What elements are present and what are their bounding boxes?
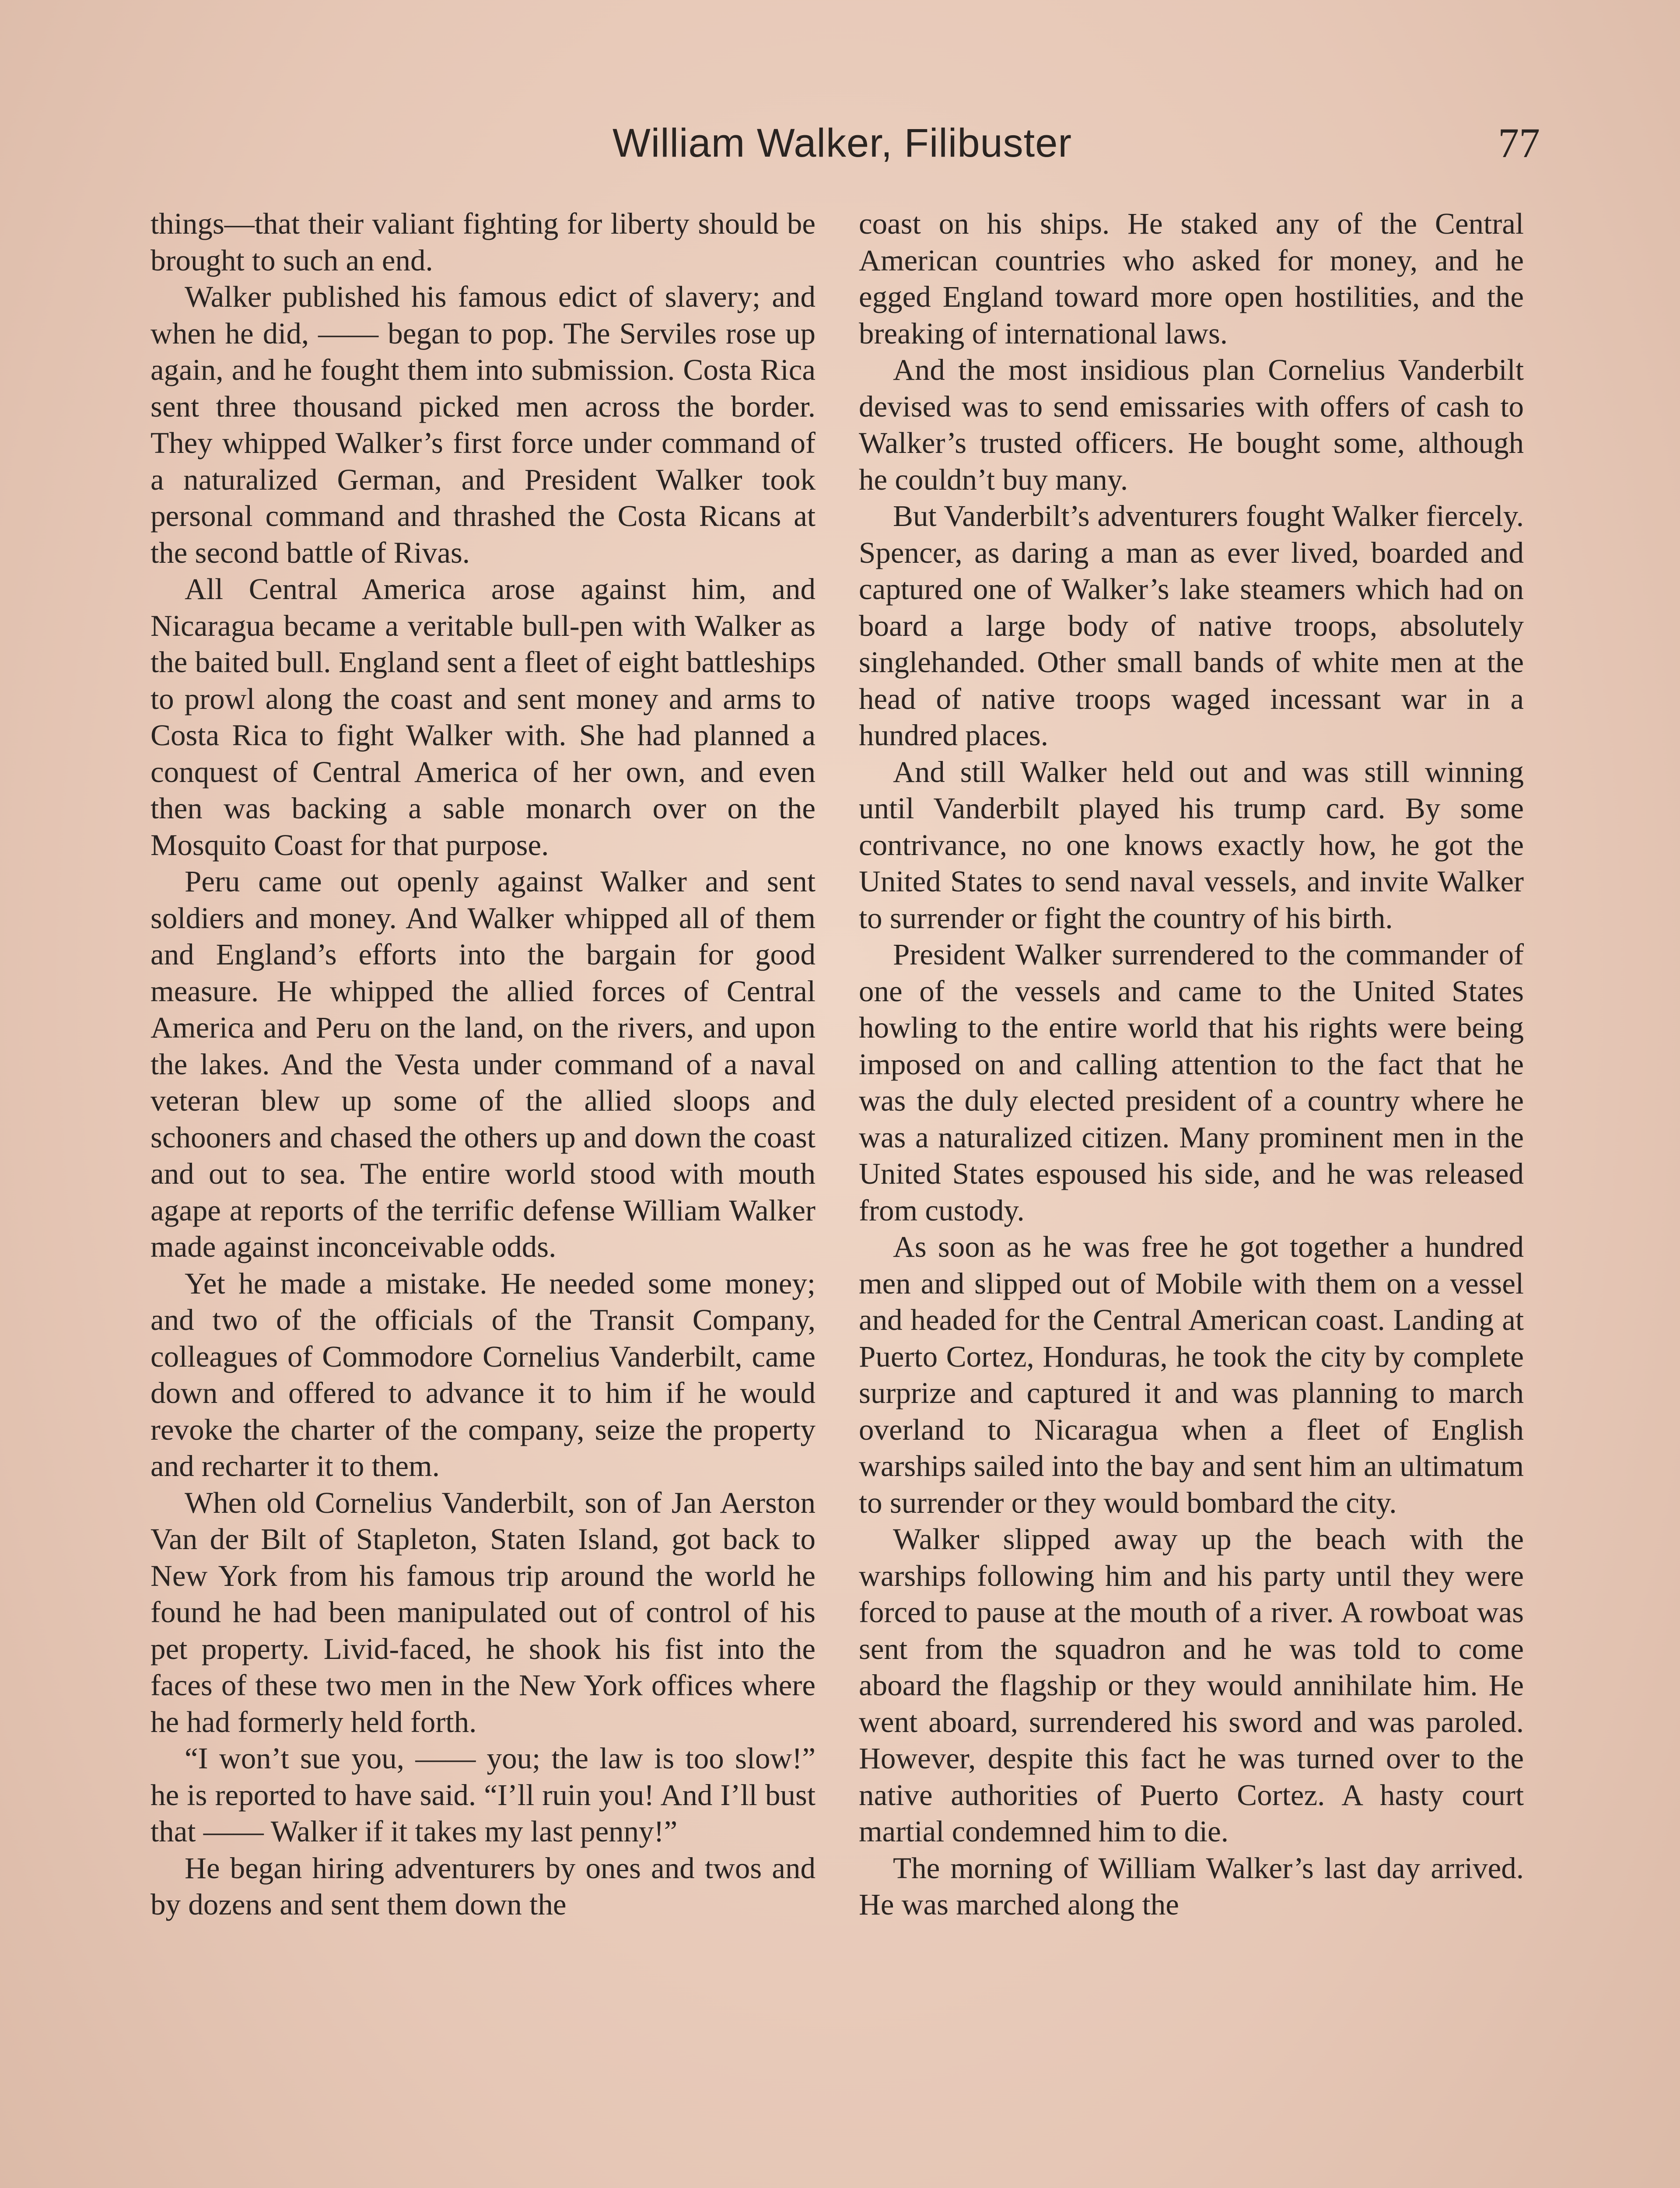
paragraph: When old Cornelius Vanderbilt, son of Jan Aerston Van der Bilt of Stapleton, Staten Island, got back to New York from his famous trip around the world he found he had been manipulated out of control of his pet property. Livid-faced, he shook his fist into the faces of these two men in the New York offices where he had formerly held forth.	[150, 1486, 816, 1739]
paragraph: Peru came out openly against Walker and sent soldiers and money. And Walker whipped all of them and England’s efforts into the bargain for good measure. He whipped the allied forces of Central America and Peru on the land, on the rivers, and upon the lakes. And the Vesta under command of a naval veteran blew up some of the allied sloops and schooners and chased the others up and down the coast and out to sea. The entire world stood with mouth agape at reports of the terrific defense William Walker made against inconceivable odds.	[150, 865, 816, 1263]
paragraph: Walker published his famous edict of slavery; and when he did, —— began to pop. The Serviles rose up again, and he fought them into submission. Costa Rica sent three thousand picked men across the border. They whipped Walker’s first force under command of a naturalized German, and President Walker took personal command and thrashed the Costa Ricans at the second battle of Rivas.	[150, 280, 816, 569]
page-number: 77	[1498, 119, 1540, 166]
paragraph: Yet he made a mistake. He needed some money; and two of the officials of the Transit Company, colleagues of Commodore Cornelius Vanderbilt, came down and offered to advance it to him if he would revoke the charter of the company, seize the property and recharter it to them.	[150, 1266, 816, 1483]
paragraph: All Central America arose against him, and Nicaragua became a veritable bull-pen with Walker as the baited bull. England sent a fleet of eight battleships to prowl along the coast and sent money and arms to Costa Rica to fight Walker with. She had planned a conquest of Central America of her own, and even then was backing a sable monarch over on the Mosquito Coast for that purpose.	[150, 572, 816, 862]
paragraph: coast on his ships. He staked any of the Central American countries who asked for money, and he egged England toward more open hostilities, and the breaking of international laws.	[859, 207, 1524, 350]
paragraph: Walker slipped away up the beach with the warships following him and his party until they were forced to pause at the mouth of a river. A rowboat was sent from the squadron and he was told to come aboard the flagship or they would annihilate him. He went aboard, surrendered his sword and was paroled. However, despite this fact he was turned over to the native authorities of Puerto Cortez. A hasty court martial condemned him to die.	[859, 1522, 1524, 1848]
paragraph: But Vanderbilt’s adventurers fought Walker fiercely. Spencer, as daring a man as ever lived, boarded and captured one of Walker’s lake steamers which had on board a large body of native troops, absolutely singlehanded. Other small bands of white men at the head of native troops waged incessant war in a hundred places.	[859, 499, 1524, 752]
paragraph: As soon as he was free he got together a hundred men and slipped out of Mobile with them on a vessel and headed for the Central American coast. Landing at Puerto Cortez, Honduras, he took the city by complete surprize and captured it and was planning to march overland to Nicaragua when a fleet of English warships sailed into the bay and sent him an ultimatum to surrender or they would bombard the city.	[859, 1230, 1524, 1519]
page-header	[144, 115, 1540, 172]
running-title: William Walker, Filibuster	[612, 121, 1072, 165]
paragraph: things—that their valiant fighting for liberty should be brought to such an end.	[150, 207, 816, 277]
right-column	[859, 206, 1524, 1923]
paragraph: And the most insidious plan Cornelius Vanderbilt devised was to send emissaries with offers of cash to Walker’s trusted officers. He bought some, although he couldn’t buy many.	[859, 353, 1524, 496]
paragraph: He began hiring adventurers by ones and twos and by dozens and sent them down the	[150, 1851, 816, 1921]
paragraph: President Walker surrendered to the commander of one of the vessels and came to the United States howling to the entire world that his rights were being imposed on and calling attention to the fact that he was the duly elected president of a country where he was a naturalized citizen. Many prominent men in the United States espoused his side, and he was released from custody.	[859, 938, 1524, 1227]
left-column	[150, 206, 816, 1923]
paragraph: “I won’t sue you, —— you; the law is too slow!” he is reported to have said. “I’ll ruin you! And I’ll bust that —— Walker if it takes my last penny!”	[150, 1742, 816, 1848]
paragraph: The morning of William Walker’s last day arrived. He was marched along the	[859, 1851, 1524, 1921]
paragraph: And still Walker held out and was still winning until Vanderbilt played his trump card. By some contrivance, no one knows exactly how, he got the United States to send naval vessels, and invite Walker to surrender or fight the country of his birth.	[859, 755, 1524, 935]
